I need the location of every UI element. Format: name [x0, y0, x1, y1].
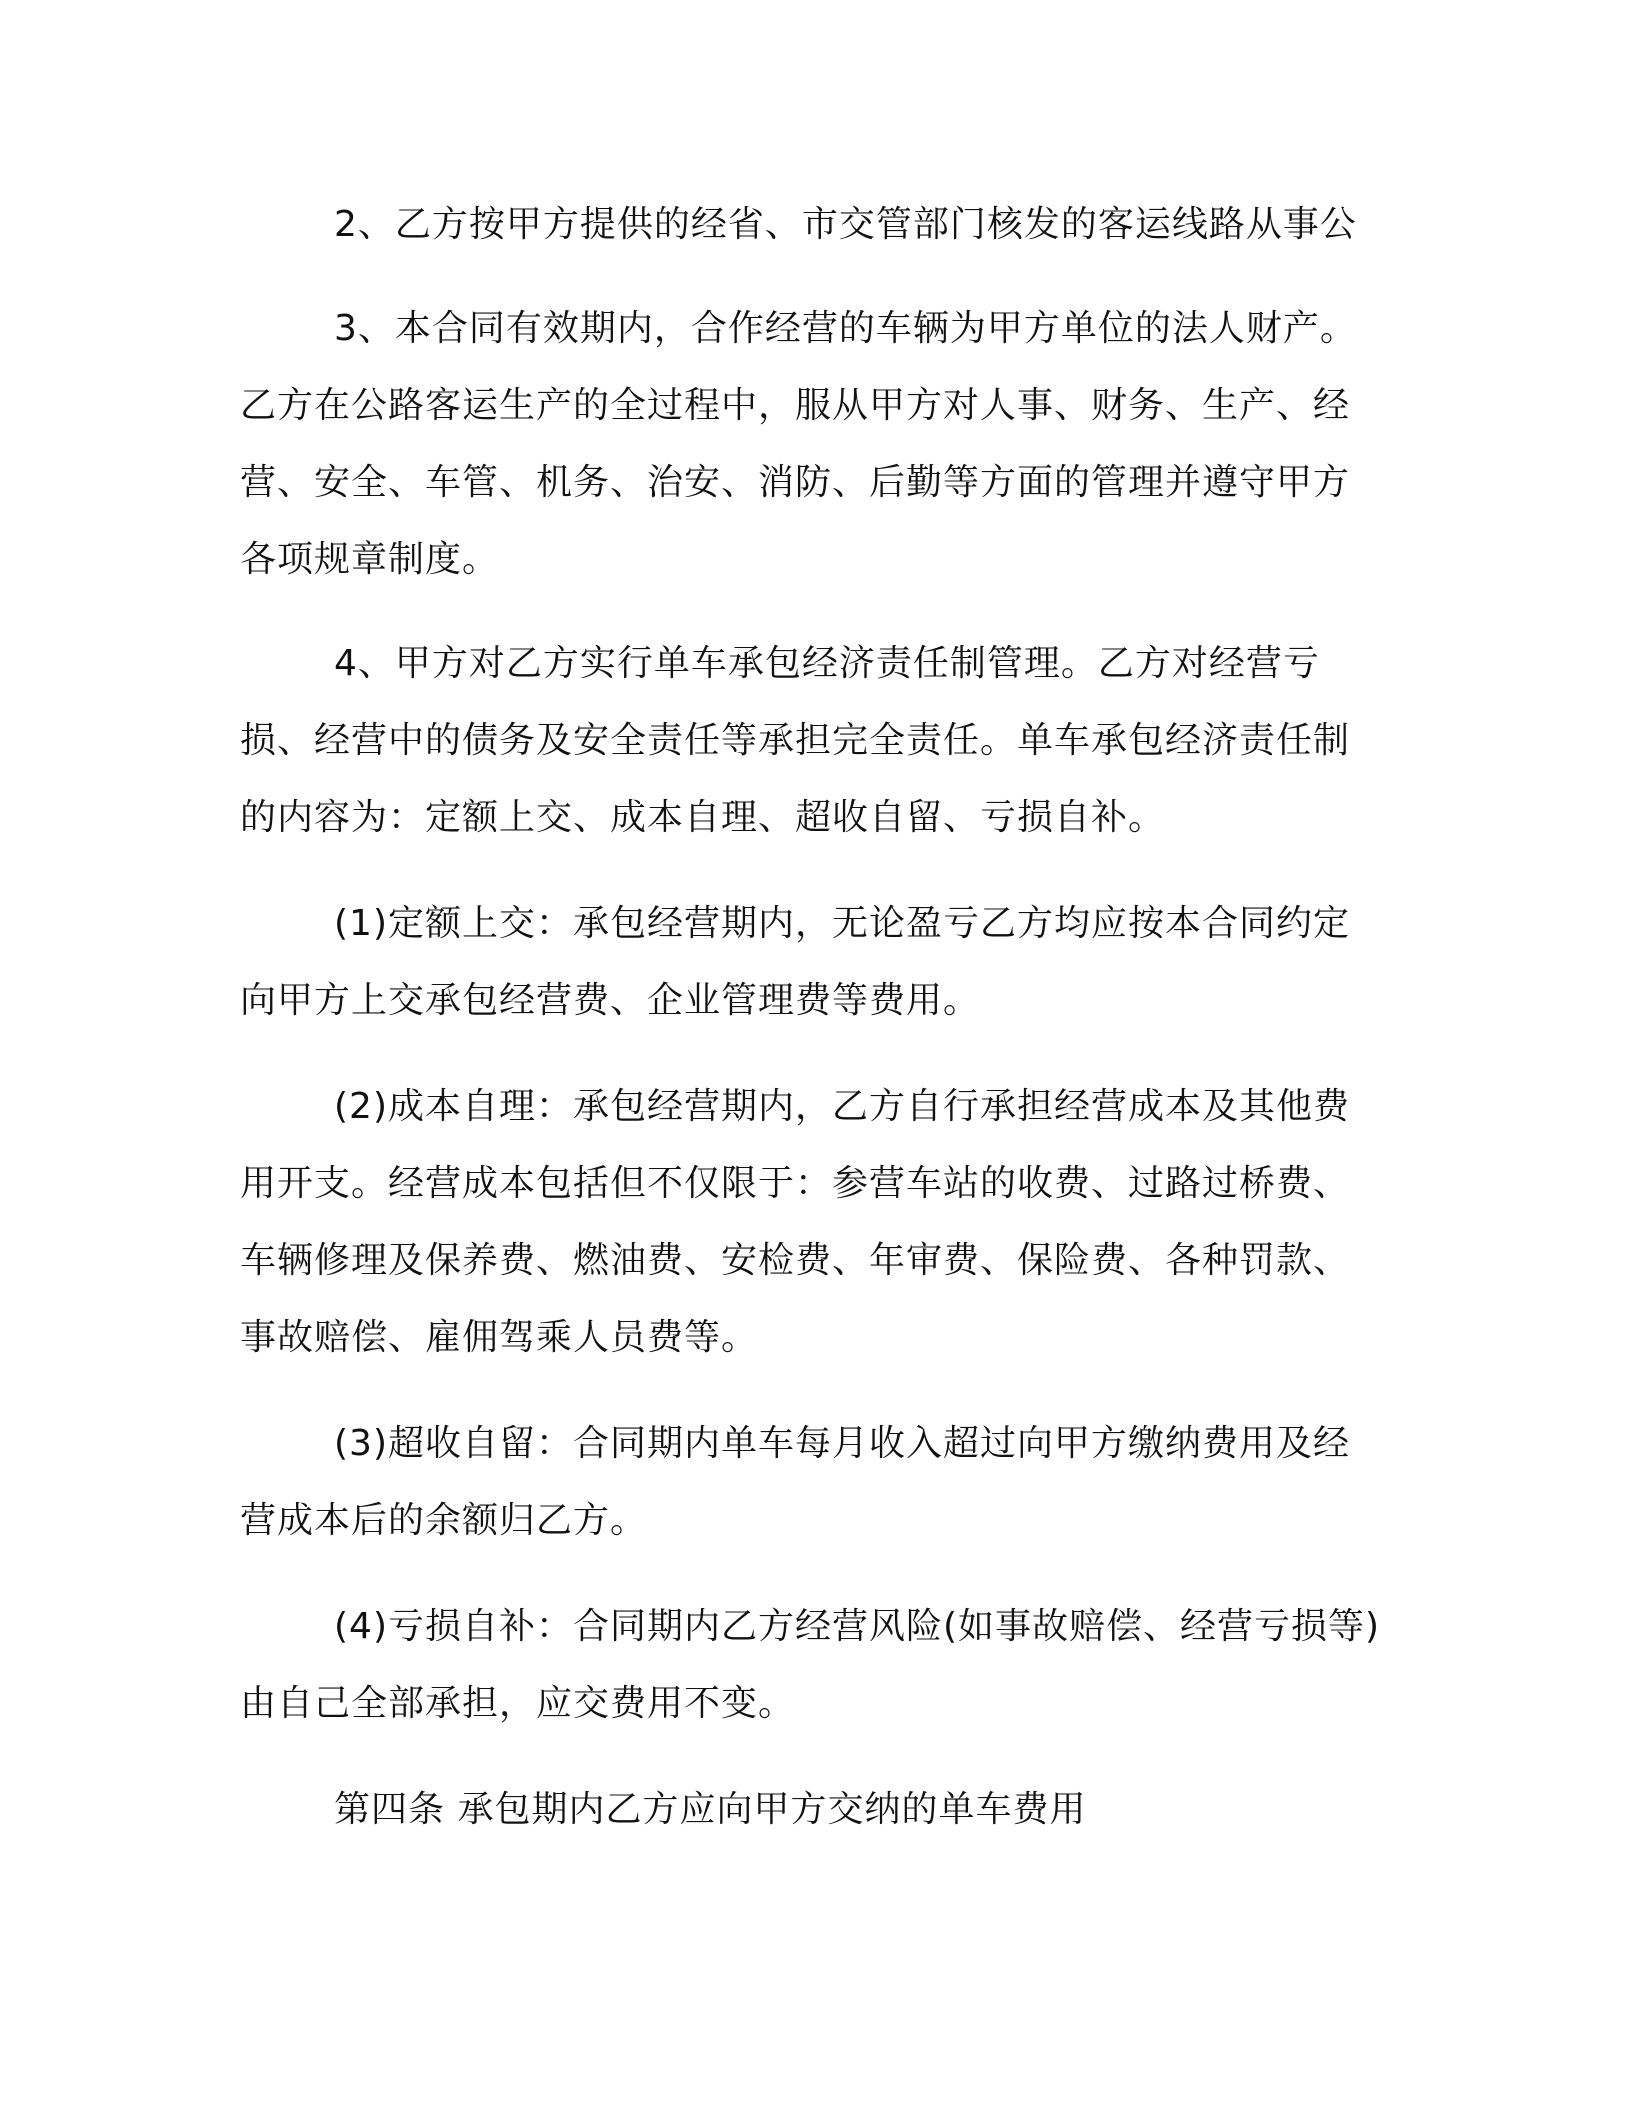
document-body [240, 186, 1385, 1848]
paragraph-clause-2: 2、乙方按甲方提供的经省、市交管部门核发的客运线路从事公 [334, 204, 1357, 245]
paragraph-item-3: (3)超收自留：合同期内单车每月收入超过向甲方缴纳费用及经营成本后的余额归乙方。 [240, 1423, 1350, 1541]
section-heading-article-4: 第四条 承包期内乙方应向甲方交纳的单车费用 [334, 1789, 1087, 1830]
paragraph-clause-3: 3、本合同有效期内，合作经营的车辆为甲方单位的法人财产。乙方在公路客运生产的全过程中，服从甲方对人事、财务、生产、经营、安全、车管、机务、治安、消防、后勤等方面的管理并遵守甲方各项规章制度。 [240, 308, 1357, 580]
paragraph-item-2: (2)成本自理：承包经营期内，乙方自行承担经营成本及其他费用开支。经营成本包括但不仅限于：参营车站的收费、过路过桥费、车辆修理及保养费、燃油费、安检费、年审费、保险费、各种罚款、事故赔偿、雇佣驾乘人员费等。 [240, 1086, 1351, 1358]
paragraph-clause-4: 4、甲方对乙方实行单车承包经济责任制管理。乙方对经营亏损、经营中的债务及安全责任等承担完全责任。单车承包经济责任制的内容为：定额上交、成本自理、超收自留、亏损自补。 [240, 643, 1351, 838]
paragraph-item-4: (4)亏损自补：合同期内乙方经营风险(如事故赔偿、经营亏损等)由自己全部承担，应交费用不变。 [240, 1606, 1381, 1724]
paragraph-item-1: (1)定额上交：承包经营期内，无论盈亏乙方均应按本合同约定向甲方上交承包经营费、企业管理费等费用。 [240, 903, 1350, 1021]
